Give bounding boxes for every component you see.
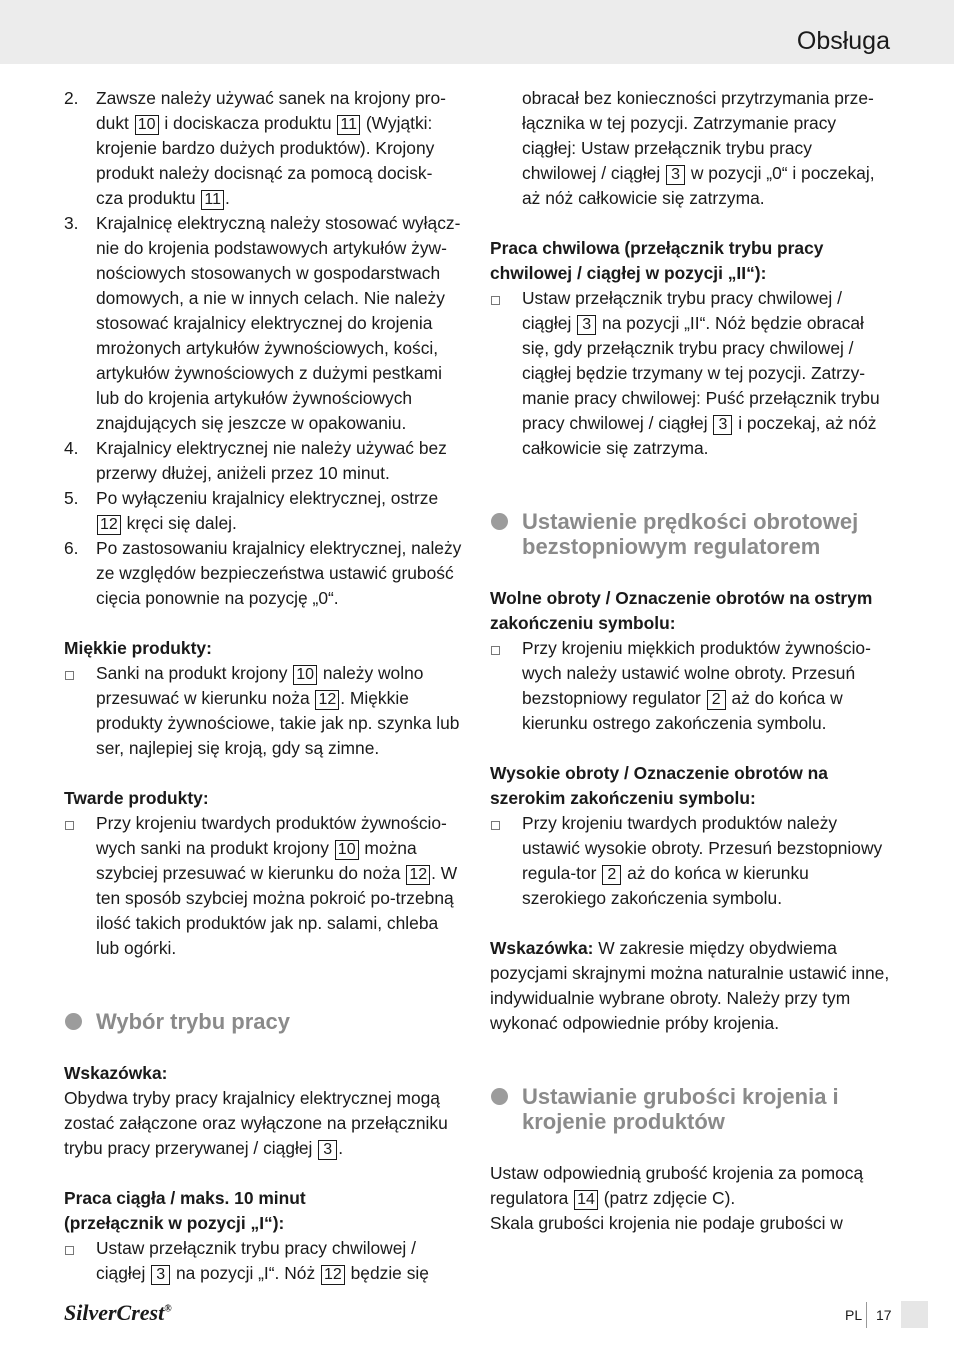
ref-number: 10: [293, 665, 317, 685]
hint-heading: Wskazówka:: [64, 1063, 168, 1083]
ref-number: 12: [97, 515, 121, 535]
ref-number: 11: [337, 115, 360, 135]
fast-speed-heading: Wysokie obroty / Oznaczenie obrotów na szerokim zakończeniu symbolu:: [490, 763, 828, 808]
hard-products-list: [64, 811, 466, 961]
list-item: 4. Krajalnicy elektrycznej nie należy używać bez przerwy dłużej, aniżeli przez 10 minut.: [64, 438, 447, 483]
ref-number: 12: [406, 865, 430, 885]
ref-number: 10: [135, 115, 159, 135]
bullet-dot-icon: [491, 513, 508, 530]
ref-number: 3: [318, 1140, 337, 1160]
footer-tab: [901, 1301, 928, 1328]
ref-number: 14: [574, 1190, 598, 1210]
list-item: obracał bez konieczności przytrzymania prze-łącznika w tej pozycji. Zatrzymanie pracy ciągłej: Ustaw przełącznik trybu pracy chwilowej / ciągłej 3 w pozycji „0“ i poczekaj, aż nóż całkowicie się zatrzyma.: [522, 88, 875, 208]
list-item: Ustaw przełącznik trybu pracy chwilowej / ciągłej 3 na pozycji „I“. Nóż 12 będzie się: [64, 1236, 466, 1286]
language-code: PL: [845, 1307, 863, 1323]
scale-text: Skala grubości krojenia nie podaje grubości w: [490, 1213, 843, 1233]
continuous-heading: Praca ciągła / maks. 10 minut (przełącznik w pozycji „I“):: [64, 1188, 306, 1233]
checkbox-icon: [65, 671, 74, 680]
continuous-list-continued: [490, 86, 890, 211]
section-heading-mode: Wybór trybu pracy: [64, 1009, 466, 1034]
list-item: Przy krojeniu twardych produktów żywnościo-wych sanki na produkt krojony 10 można szybciej przesuwać w kierunku do noża 12 . W ten sposób szybciej można pokroić po-trzebną ilość takich produktów jak np. salami, chleba lub ogórki.: [64, 811, 466, 961]
footer-divider: [866, 1302, 867, 1328]
slow-speed-heading: Wolne obroty / Oznaczenie obrotów na ostrym zakończeniu symbolu:: [490, 588, 873, 633]
ref-number: 3: [713, 415, 732, 435]
thickness-text: Ustaw odpowiednią grubość krojenia za pomocą regulatora 14 (patrz zdjęcie C).: [490, 1163, 864, 1208]
list-item: Przy krojeniu miękkich produktów żywnościo-wych należy ustawić wolne obroty. Przesuń bezstopniowy regulator 2 aż do końca w kierunku ostrego zakończenia symbolu.: [490, 636, 890, 736]
hint-text: Obydwa tryby pracy krajalnicy elektrycznej mogą zostać załączone oraz wyłączone na przełączniku trybu pracy przerywanej / ciągłej 3 .: [64, 1088, 448, 1158]
ref-number: 3: [577, 315, 596, 335]
bullet-dot-icon: [65, 1013, 82, 1030]
soft-products-heading: Miękkie produkty:: [64, 638, 212, 658]
list-item: 6. Po zastosowaniu krajalnicy elektrycznej, należy ze względów bezpieczeństwa ustawić grubość cięcia ponownie na pozycję „0“.: [64, 538, 462, 608]
ref-number: 10: [335, 840, 359, 860]
ref-number: 11: [201, 190, 224, 210]
checkbox-icon: [491, 646, 500, 655]
right-column: [490, 86, 890, 1236]
ref-number: 2: [707, 690, 726, 710]
checkbox-icon: [491, 821, 500, 830]
list-item: Sanki na produkt krojony 10 należy wolno przesuwać w kierunku noża 12 . Miękkie produkty żywnościowe, takie jak np. szynka lub ser, najlepiej się kroją, gdy są zimne.: [64, 661, 466, 761]
list-item: Przy krojeniu twardych produktów należy ustawić wysokie obroty. Przesuń bezstopniowy regula-tor 2 aż do końca w kierunku szerokiego zakończenia symbolu.: [490, 811, 890, 911]
list-item: 2. Zawsze należy używać sanek na krojony pro- dukt 10 i dociskacza produktu 11 (Wyjątki: krojenie bardzo dużych produktów). Krojony produkt należy docisnąć za pomocą docisk- cza produktu 11 .: [64, 88, 446, 208]
slow-speed-list: [490, 636, 890, 736]
momentary-heading: Praca chwilowa (przełącznik trybu pracy chwilowej / ciągłej w pozycji „II“):: [490, 238, 824, 283]
list-item: 5. Po wyłączeniu krajalnicy elektrycznej, ostrze 12 kręci się dalej.: [64, 488, 439, 533]
ref-number: 12: [321, 1265, 345, 1285]
fast-speed-list: [490, 811, 890, 911]
section-heading-thickness: Ustawianie grubości krojenia i krojenie produktów: [490, 1084, 890, 1134]
page-number: 17: [876, 1307, 892, 1323]
checkbox-icon: [491, 296, 500, 305]
left-column: [64, 86, 466, 1286]
soft-products-list: [64, 661, 466, 761]
momentary-list: [490, 286, 890, 461]
page-title: Obsługa: [796, 27, 890, 55]
ref-number: 3: [666, 165, 685, 185]
ref-number: 12: [315, 690, 339, 710]
continuous-list: [64, 1236, 466, 1286]
list-item: 3. Krajalnicę elektryczną należy stosować wyłącz-nie do krojenia podstawowych artykułów żyw-nościowych stosowanych w gospodarstwach domowych, a nie w innych celach. Nie należy stosować krajalnicy elektrycznej do krojenia mrożonych artykułów żywnościowych, kości, artykułów żywnościowych z dużymi pestkami lub do krojenia artykułów żywnościowych znajdujących się jeszcze w opakowaniu.: [64, 213, 461, 433]
speed-hint: Wskazówka: W zakresie między obydwiema pozycjami skrajnymi można naturalnie ustawić inne, indywidualnie wybrane obroty. Należy przy tym wykonać odpowiednie próby krojenia.: [490, 938, 890, 1033]
list-item: Ustaw przełącznik trybu pracy chwilowej / ciągłej 3 na pozycji „II“. Nóż będzie obracał się, gdy przełącznik trybu pracy chwilowej / ciągłej będzie trzymany w tej pozycji. Zatrzy-manie pracy chwilowej: Puść przełącznik trybu pracy chwilowej / ciągłej 3 i poczekaj, aż nóż całkowicie się zatrzyma.: [490, 286, 890, 461]
hard-products-heading: Twarde produkty:: [64, 788, 209, 808]
brand-logo: SilverCrest®: [64, 1300, 172, 1325]
bullet-dot-icon: [491, 1088, 508, 1105]
numbered-list: [64, 86, 466, 611]
ref-number: 2: [602, 865, 621, 885]
checkbox-icon: [65, 1246, 74, 1255]
checkbox-icon: [65, 821, 74, 830]
section-heading-speed: Ustawienie prędkości obrotowej bezstopniowym regulatorem: [490, 509, 890, 559]
ref-number: 3: [151, 1265, 170, 1285]
